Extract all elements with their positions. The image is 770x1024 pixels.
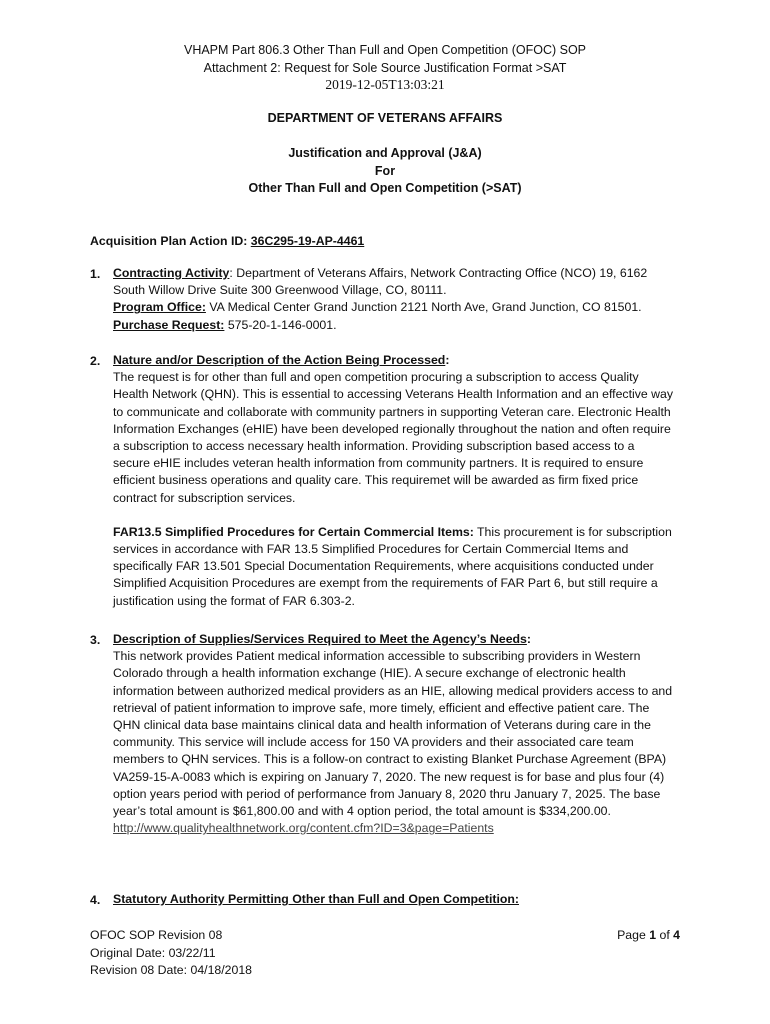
header-line-2: Attachment 2: Request for Sole Source Justification Format >SAT xyxy=(203,61,567,75)
header-line-1: VHAPM Part 806.3 Other Than Full and Open Competition (OFOC) SOP xyxy=(183,43,587,57)
section-2-number: 2. xyxy=(90,354,101,368)
section-1-heading: Contracting Activity xyxy=(113,266,230,280)
page-prefix: Page xyxy=(617,928,650,942)
section-2-paragraph-1: The request is for other than full and open competition procuring a subscription to access Quality Health Network (QHN). This is essential to accessing Veterans Health Information and an effective way to communicate and collaborate with community partners in supporting Veteran care. Electronic Health Information Exchanges (eHIE) have been developed regionally throughout the nation and often require a subscription to access necessary health information. Providing subscription based access to a secure eHIE includes veteran health information from community partners. It is required to ensure efficient business operations and quality care. This requiremet will be awarded as firm fixed price contract for subscription services. xyxy=(113,370,674,505)
program-office-label: Program Office: xyxy=(113,300,206,315)
section-2-paragraph-2: This procurement is for subscription services in accordance with FAR 13.5 Simplified Procedures for Certain Commercial Items and specifically FAR 13.501 Special Documentation Requirements, where acquisitions conducted under Simplified Acquisition Procedures are exempt from the requirements of FAR Part 6, but still require a justification using the format of FAR 6.303-2. xyxy=(113,524,672,608)
far-label: FAR13.5 Simplified Procedures for Certain Commercial Items: xyxy=(113,524,474,539)
ja-title: Justification and Approval (J&A) xyxy=(288,146,482,160)
action-id-label: Acquisition Plan Action ID: xyxy=(90,234,248,248)
section-4-heading: Statutory Authority Permitting Other than Full and Open Competition: xyxy=(113,892,520,906)
section-1-text: : Department of Veterans Affairs, Network Contracting Office (NCO) 19, 6162 South Willow Drive Suite 300 Greenwood Village, CO, 80111. xyxy=(113,266,648,298)
ja-subtitle: Other Than Full and Open Competition (>SAT) xyxy=(248,181,522,195)
section-4 xyxy=(113,891,713,908)
page-current: 1 xyxy=(649,928,657,942)
section-3-paragraph: This network provides Patient medical information accessible to subscribing providers in Western Colorado through a health information exchange (HIE). A secure exchange of electronic health information between authorized medical providers as an HIE, allowing medical providers access to and retrieval of patient information to improve safe, more timely, efficient and effective patient care. The QHN clinical data base maintains clinical data and health information of Veterans during care in the community. This service will include access for 150 VA providers and their associated care team members to QHN services. This is a follow-on contract to existing Blanket Purchase Agreement (BPA) VA259-15-A-0083 which is expiring on January 7, 2020. The new request is for base and plus four (4) option years period with period of performance from January 8, 2020 thru January 7, 2025. The base year’s total amount is $61,800.00 and with 4 option period, the total amount is $334,200.00. xyxy=(113,649,673,819)
section-3-colon: : xyxy=(526,632,531,646)
section-3-heading: Description of Supplies/Services Required to Meet the Agency’s Needs xyxy=(113,632,527,646)
ja-for: For xyxy=(374,164,396,178)
action-id-value: 36C295-19-AP-4461 xyxy=(250,234,365,248)
purchase-request-text: 575-20-1-146-0001. xyxy=(224,317,337,332)
footer-original-date: Original Date: 03/22/11 xyxy=(90,945,216,960)
program-office-text: VA Medical Center Grand Junction 2121 North Ave, Grand Junction, CO 81501. xyxy=(205,300,642,315)
section-2-heading: Nature and/or Description of the Action Being Processed xyxy=(113,353,446,367)
footer-left xyxy=(90,927,252,980)
page-of: of xyxy=(656,928,674,942)
action-id-line xyxy=(90,233,690,250)
header-timestamp: 2019-12-05T13:03:21 xyxy=(325,77,445,92)
department-title: DEPARTMENT OF VETERANS AFFAIRS xyxy=(267,111,503,125)
section-3 xyxy=(113,631,673,837)
footer-revision: OFOC SOP Revision 08 xyxy=(90,928,223,942)
footer-revision-date: Revision 08 Date: 04/18/2018 xyxy=(90,963,253,977)
section-1 xyxy=(113,265,673,334)
section-2 xyxy=(113,352,673,610)
qhn-link[interactable]: http://www.qualityhealthnetwork.org/content.cfm?ID=3&page=Patients xyxy=(113,821,494,836)
page-number xyxy=(617,927,680,945)
section-2-colon: : xyxy=(445,353,450,367)
page-total: 4 xyxy=(673,928,680,942)
purchase-request-label: Purchase Request: xyxy=(113,317,225,332)
section-1-number: 1. xyxy=(90,267,101,281)
section-3-number: 3. xyxy=(90,633,101,647)
section-4-number: 4. xyxy=(90,893,101,907)
